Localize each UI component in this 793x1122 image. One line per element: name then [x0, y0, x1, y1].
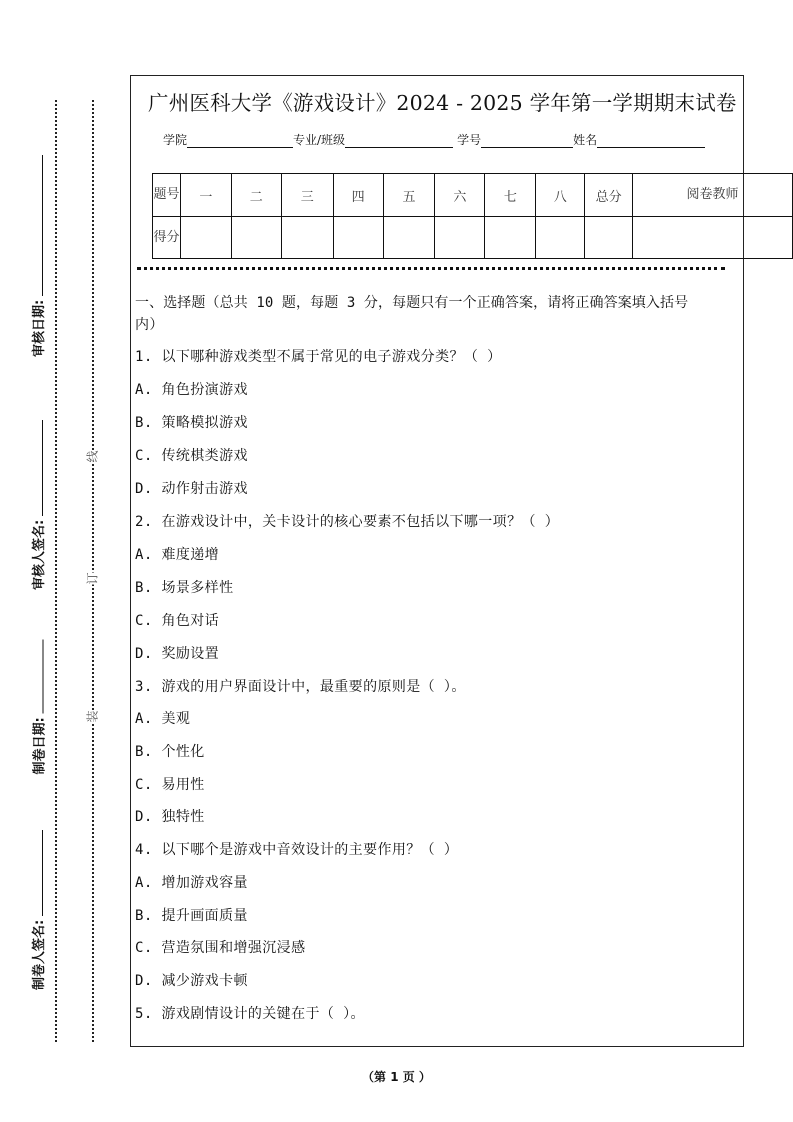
- major-class-label: 专业/班级: [293, 133, 346, 147]
- binding-mark-ding: 订: [85, 572, 100, 585]
- score-cell[interactable]: [435, 217, 485, 259]
- paper-date-label: 制卷日期:: [32, 717, 47, 775]
- question-option: A. 美观: [135, 711, 191, 727]
- section-heading: 一、选择题（总共 10 题，每题 3 分，每题只有一个正确答案，请将正确答案填入括号: [135, 295, 689, 311]
- col-header: 七: [485, 174, 536, 217]
- score-table: [152, 173, 793, 259]
- binding-dotted-line-outer: [55, 100, 57, 1042]
- col-header: 四: [333, 174, 383, 217]
- question-option: D. 动作射击游戏: [135, 481, 248, 497]
- question-option: C. 角色对话: [135, 613, 220, 629]
- score-cell[interactable]: [585, 217, 633, 259]
- score-cell[interactable]: [333, 217, 383, 259]
- col-header: 一: [180, 174, 231, 217]
- major-class-field[interactable]: [345, 133, 453, 148]
- question-option: C. 营造氛围和增强沉浸感: [135, 940, 306, 956]
- question-option: B. 提升画面质量: [135, 908, 248, 924]
- page-title: 广州医科大学《游戏设计》2024 - 2025 学年第一学期期末试卷: [148, 91, 737, 115]
- row-label-question-no: 题号: [153, 174, 181, 217]
- question-option: D. 奖励设置: [135, 646, 220, 662]
- col-header: 阅卷教师: [633, 174, 793, 217]
- question-stem: 2. 在游戏设计中，关卡设计的核心要素不包括以下哪一项？（ ）: [135, 514, 560, 530]
- reviewer-signature-field[interactable]: [27, 420, 47, 590]
- name-label: 姓名: [573, 133, 598, 147]
- header-divider: [137, 267, 725, 270]
- binding-mark-zhuang: 装: [85, 710, 100, 723]
- score-cell[interactable]: [180, 217, 231, 259]
- score-cell[interactable]: [536, 217, 585, 259]
- question-option: A. 增加游戏容量: [135, 875, 248, 891]
- col-header: 三: [281, 174, 333, 217]
- score-cell[interactable]: [281, 217, 333, 259]
- question-option: D. 独特性: [135, 809, 205, 825]
- question-stem: 5. 游戏剧情设计的关键在于（ ）。: [135, 1006, 365, 1022]
- question-option: C. 传统棋类游戏: [135, 448, 248, 464]
- col-header: 总分: [585, 174, 633, 217]
- paper-date-line: [32, 640, 43, 714]
- question-option: A. 角色扮演游戏: [135, 382, 248, 398]
- question-option: D. 减少游戏卡顿: [135, 973, 248, 989]
- student-id-field[interactable]: [481, 133, 573, 148]
- score-cell[interactable]: [485, 217, 536, 259]
- question-option: A. 难度递增: [135, 547, 220, 563]
- college-label: 学院: [163, 133, 188, 147]
- binding-mark-xian: 线: [85, 450, 100, 463]
- score-table-header-row: [153, 174, 793, 217]
- paper-author-signature-field[interactable]: [27, 830, 47, 990]
- col-header: 六: [435, 174, 485, 217]
- score-cell[interactable]: [383, 217, 435, 259]
- row-label-score: 得分: [153, 217, 181, 259]
- review-date-label: 审核日期:: [31, 299, 47, 357]
- col-header: 五: [383, 174, 435, 217]
- question-stem: 4. 以下哪个是游戏中音效设计的主要作用？（ ）: [135, 842, 459, 858]
- paper-author-signature-line: [32, 830, 43, 916]
- question-option: C. 易用性: [135, 777, 205, 793]
- col-header: 二: [231, 174, 281, 217]
- question-option: B. 个性化: [135, 744, 205, 760]
- question-option: B. 策略模拟游戏: [135, 415, 248, 431]
- name-field[interactable]: [597, 133, 705, 148]
- binding-dotted-line-inner: [92, 100, 94, 1042]
- score-table-score-row: [153, 217, 793, 259]
- page-number: （第 1 页 ）: [362, 1070, 431, 1084]
- question-stem: 1. 以下哪种游戏类型不属于常见的电子游戏分类？（ ）: [135, 349, 502, 365]
- student-id-label: 学号: [457, 133, 482, 147]
- question-stem: 3. 游戏的用户界面设计中，最重要的原则是（ ）。: [135, 679, 466, 695]
- paper-date-field[interactable]: [28, 640, 48, 775]
- college-field[interactable]: [187, 133, 293, 148]
- col-header: 八: [536, 174, 585, 217]
- section-heading-cont: 内）: [135, 317, 164, 333]
- paper-author-signature-label: 制卷人签名:: [31, 919, 47, 990]
- review-date-field[interactable]: [27, 155, 47, 357]
- score-cell[interactable]: [231, 217, 281, 259]
- student-info-row: [163, 131, 705, 148]
- reviewer-signature-label: 审核人签名:: [31, 519, 47, 590]
- question-option: B. 场景多样性: [135, 580, 234, 596]
- score-cell[interactable]: [633, 217, 793, 259]
- reviewer-signature-line: [32, 420, 43, 516]
- review-date-line: [32, 155, 43, 296]
